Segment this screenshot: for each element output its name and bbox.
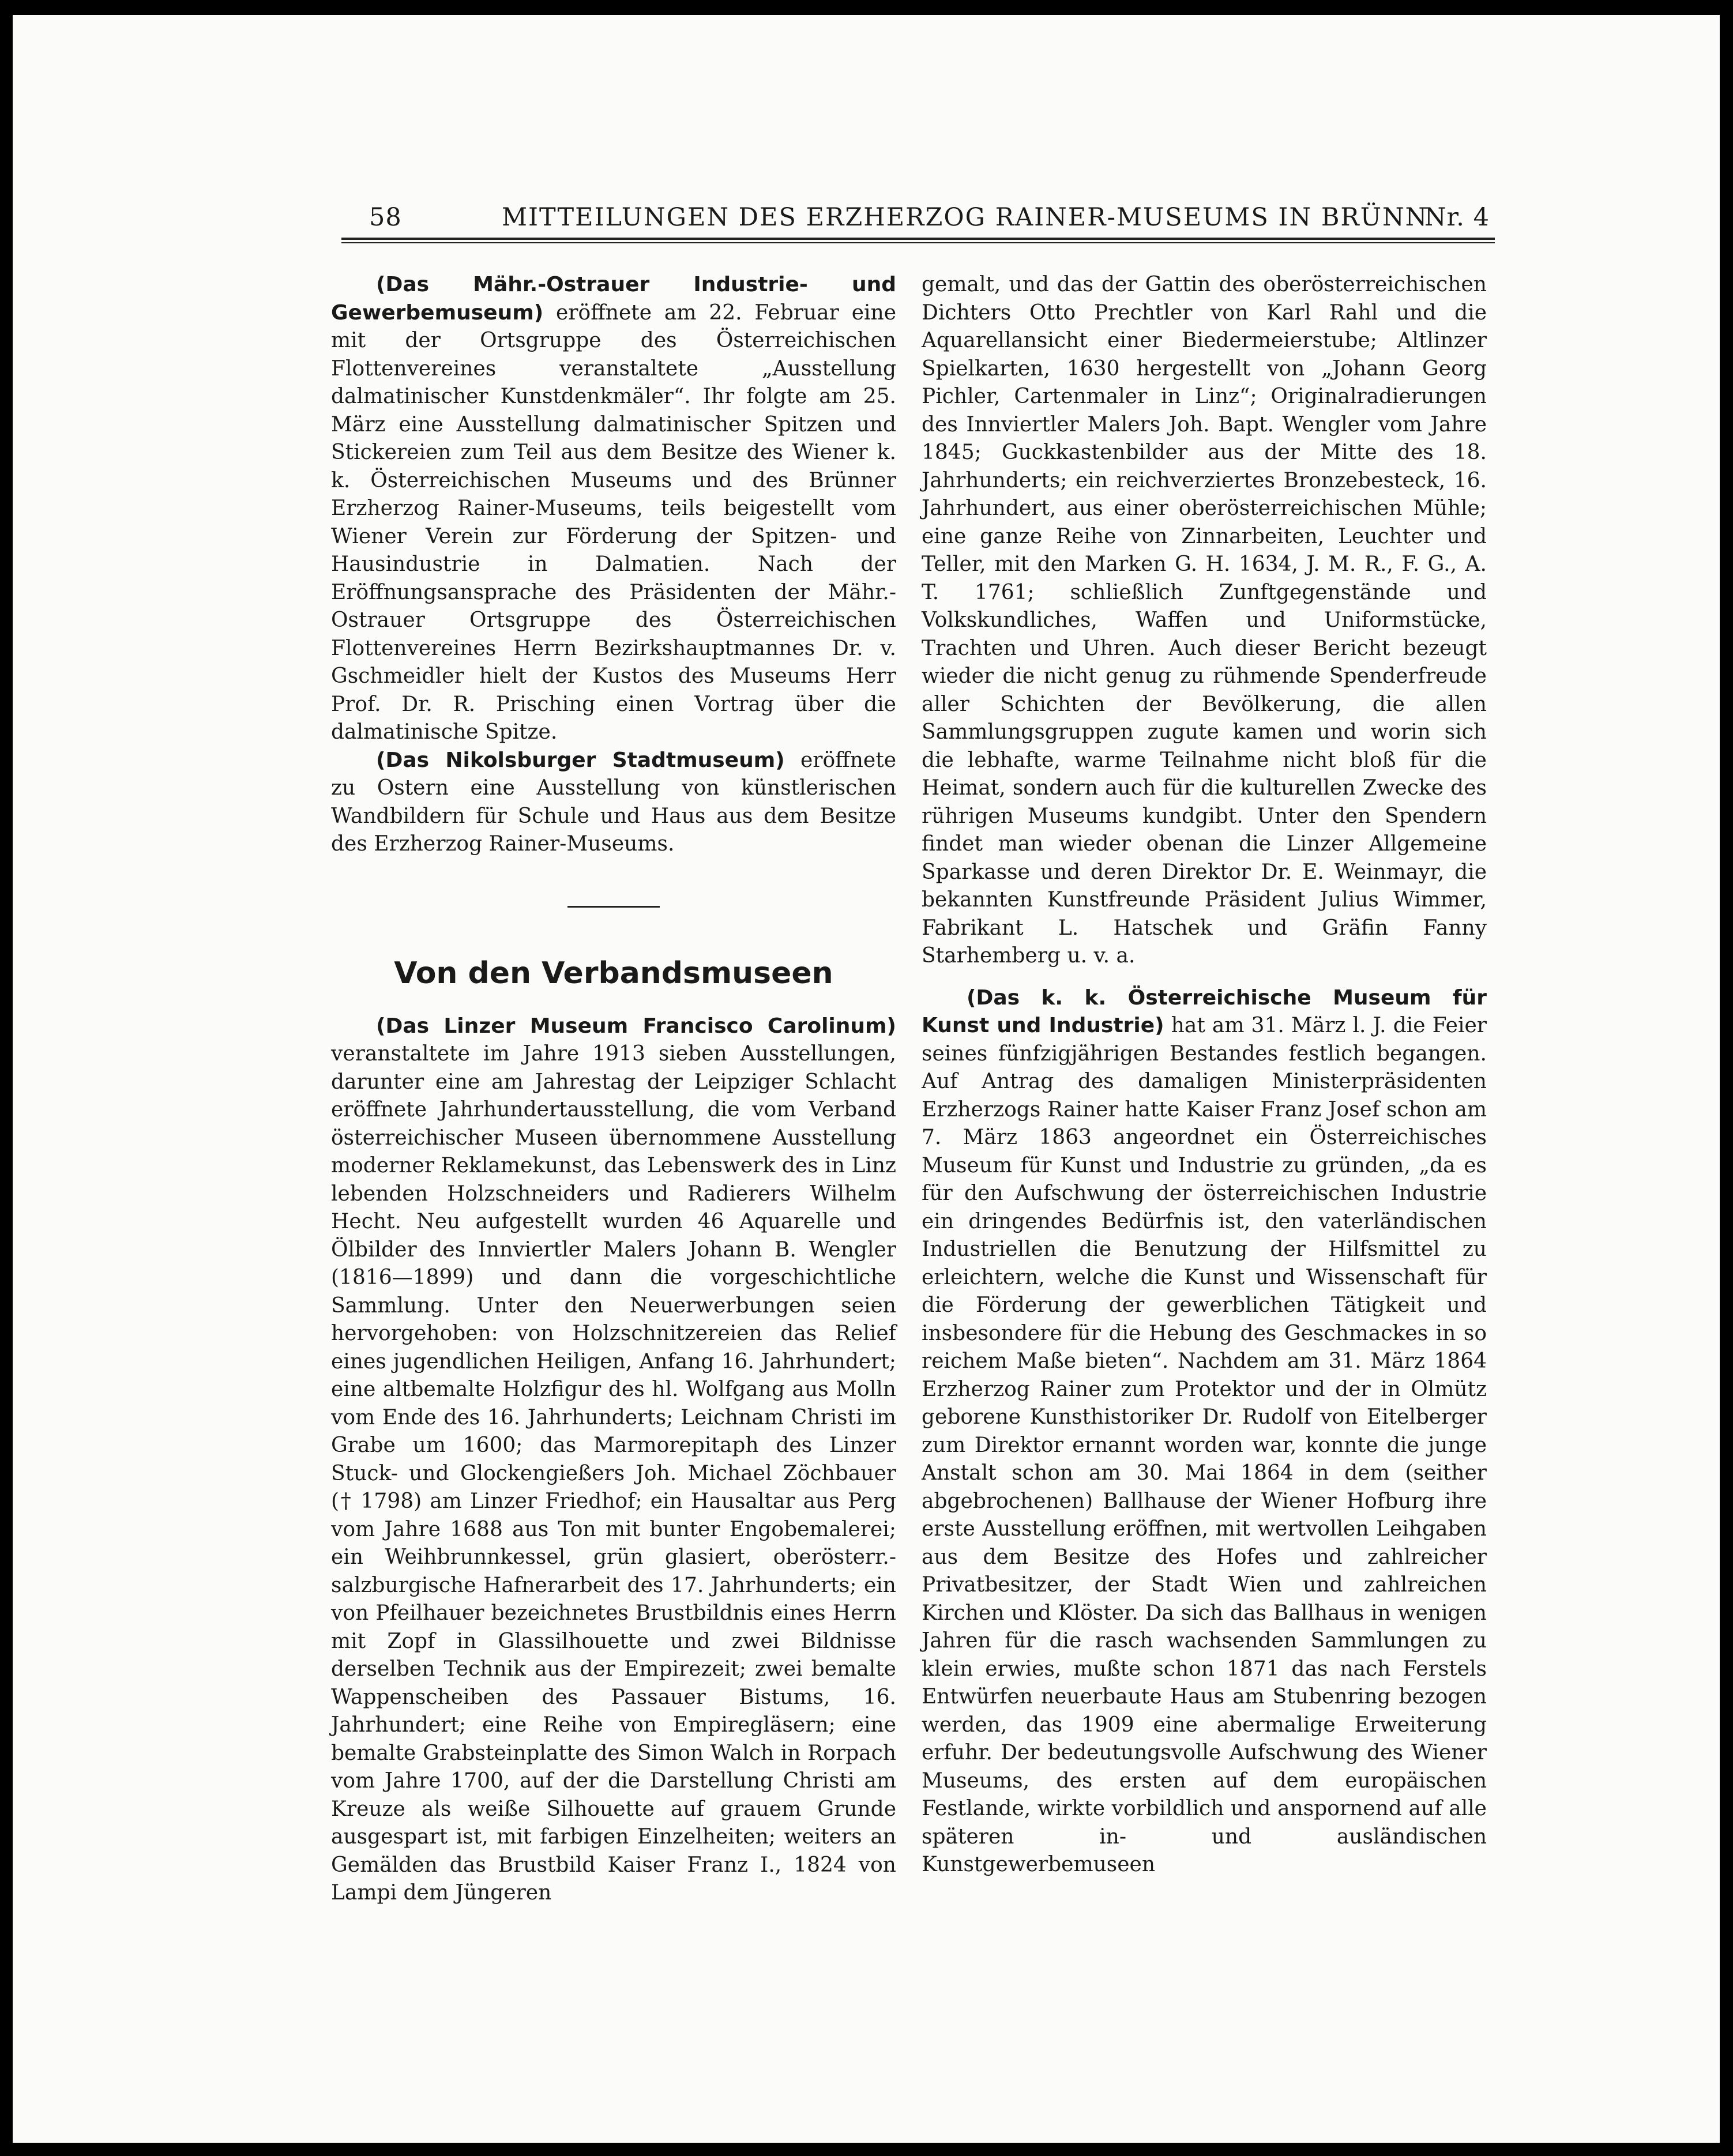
paragraph-heading: (Das k. k. Österreichische Museum für Kunst und Industrie): [922, 985, 1487, 1037]
paragraph-vienna-museum: [922, 984, 1487, 1879]
paragraph-heading: (Das Mähr.-Ostrauer Industrie- und Gewerbemuseum): [331, 273, 896, 325]
paragraph-gap: [922, 970, 1487, 984]
paragraph-text: eröffnete zu Ostern eine Ausstellung von künstlerischen Wandbildern für Schule und Haus aus dem Besitze des Erzherzog Rainer-Museums.: [331, 748, 896, 856]
journal-title: MITTEILUNGEN DES ERZHERZOG RAINER-MUSEUMS IN BRÜNN: [502, 203, 1428, 232]
header-rule-thin: [341, 242, 1495, 243]
left-column: [331, 271, 896, 1907]
page-number: 58: [369, 203, 402, 232]
section-title: Von den Verbandsmuseen: [394, 955, 833, 991]
running-header: [358, 203, 1497, 238]
paragraph-ostrau: [331, 271, 896, 747]
paragraph-linz: [331, 1013, 896, 1907]
right-column: [922, 271, 1487, 1879]
paragraph-text: hat am 31. März l. J. die Feier seines fünfzigjährigen Bestandes festlich begangen. Auf Antrag des damaligen Ministerpräsidenten Erzherzogs Rainer hatte Kaiser Franz Josef schon am 7. März 1863 angeordnet ein Österreichisches Museum für Kunst und Industrie zu gründen, „da es für den Aufschwung der österreichischen Industrie ein dringendes Bedürfnis ist, den vaterländischen Industriellen die Benutzung der Hilfsmittel zu erleichtern, welche die Kunst und Wissenschaft für die Förderung der gewerblichen Tätigkeit und insbesondere für die Hebung des Geschmackes in so reichem Maße bieten“. Nachdem am 31. März 1864 Erzherzog Rainer zum Protektor und der in Olmütz geborene Kunsthistoriker Dr. Rudolf von Eitelberger zum Direktor ernannt worden war, konnte die junge Anstalt schon am 30. Mai 1864 in dem (seither abgebrochenen) Ballhause der Wiener Hofburg ihre erste Ausstellung eröffnen, mit wertvollen Leihgaben aus dem Besitze des Hofes und zahlreicher Privatbesitzer, der Stadt Wien und zahlreichen Kirchen und Klöster. Da sich das Ballhaus in wenigen Jahren für die rasch wachsenden Sammlungen zu klein erwies, mußte schon 1871 das nach Ferstels Entwürfen neuerbaute Haus am Stubenring bezogen werden, das 1909 eine abermalige Erweiterung erfuhr. Der bedeutungsvolle Aufschwung des Wiener Museums, des ersten auf dem europäischen Festlande, wirkte vorbildlich und anspornend auf alle späteren in- und ausländischen Kunstgewerbemuseen: [922, 1014, 1487, 1876]
header-rule-thick: [341, 238, 1495, 240]
paragraph-nikolsburg: [331, 747, 896, 859]
paragraph-heading: (Das Nikolsburger Stadtmuseum): [376, 748, 785, 772]
paragraph-heading: (Das Linzer Museum Francisco Carolinum): [376, 1014, 896, 1038]
paragraph-linz-continued: gemalt, und das der Gattin des oberösterreichischen Dichters Otto Prechtler von Karl Rahl und die Aquarellansicht einer Biedermeierstube; Altlinzer Spielkarten, 1630 hergestellt von „Johann Georg Pichler, Cartenmaler in Linz“; Originalradierungen des Innviertler Malers Joh. Bapt. Wengler vom Jahre 1845; Guckkastenbilder aus der Mitte des 18. Jahrhunderts; ein reichverziertes Bronzebesteck, 16. Jahrhundert, aus einer oberösterreichischen Mühle; eine ganze Reihe von Zinnarbeiten, Leuchter und Teller, mit den Marken G. H. 1634, J. M. R., F. G., A. T. 1761; schließlich Zunftgegenstände und Volkskundliches, Waffen und Uniformstücke, Trachten und Uhren. Auch dieser Bericht bezeugt wieder die nicht genug zu rühmende Spenderfreude aller Schichten der Bevölkerung, die allen Sammlungsgruppen zugute kamen und worin sich die lebhafte, warme Teilnahme nicht bloß für die Heimat, sondern auch für die kulturellen Zwecke des rührigen Museums kundgibt. Unter den Spendern findet man wieder obenan die Linzer Allgemeine Sparkasse und deren Direktor Dr. E. Weinmayr, die bekannten Kunstfreunde Präsident Julius Wimmer, Fabrikant L. Hatschek und Gräfin Fanny Starhemberg u. v. a.: [922, 273, 1487, 968]
paragraph-text: eröffnete am 22. Februar eine mit der Ortsgruppe des Österreichischen Flottenvereines veranstaltete „Ausstellung dalmatinischer Kunstdenkmäler“. Ihr folgte am 25. März eine Ausstellung dalmatinischer Spitzen und Stickereien zum Teil aus dem Besitze des Wiener k. k. Österreichischen Museums und des Brünner Erzherzog Rainer-Museums, teils beigestellt vom Wiener Verein zur Förderung der Spitzen- und Hausindustrie in Dalmatien. Nach der Eröffnungsansprache des Präsidenten der Mähr.-Ostrauer Ortsgruppe des Österreichischen Flottenvereines Herrn Bezirkshauptmannes Dr. v. Gschmeidler hielt der Kustos des Museums Herr Prof. Dr. R. Prisching einen Vortrag über die dalmatinische Spitze.: [331, 300, 896, 744]
section-separator: [567, 906, 660, 908]
paragraph-text: veranstaltete im Jahre 1913 sieben Ausstellungen, darunter eine am Jahrestag der Leipziger Schlacht eröffnete Jahrhundertausstellung, die vom Verband österreichischer Museen übernommene Ausstellung moderner Reklamekunst, das Lebenswerk des in Linz lebenden Holzschneiders und Radierers Wilhelm Hecht. Neu aufgestellt wurden 46 Aquarelle und Ölbilder des Innviertler Malers Johann B. Wengler (1816—1899) und dann die vorgeschichtliche Sammlung. Unter den Neuerwerbungen seien hervorgehoben: von Holzschnitzereien das Relief eines jugendlichen Heiligen, Anfang 16. Jahrhundert; eine altbemalte Holzfigur des hl. Wolfgang aus Molln vom Ende des 16. Jahrhunderts; Leichnam Christi im Grabe um 1600; das Marmorepitaph des Linzer Stuck- und Glockengießers Joh. Michael Zöchbauer († 1798) am Linzer Friedhof; ein Hausaltar aus Perg vom Jahre 1688 aus Ton mit bunter Engobemalerei; ein Weihbrunnkessel, grün glasiert, oberösterr.-salzburgische Hafnerarbeit des 17. Jahrhunderts; ein von Pfeilhauer bezeichnetes Brustbildnis eines Herrn mit Zopf in Glassilhouette und zwei Bildnisse derselben Technik aus der Empirezeit; zwei bemalte Wappenscheiben des Passauer Bistums, 16. Jahrhundert; eine Reihe von Empiregläsern; eine bemalte Grabsteinplatte des Simon Walch in Rorpach vom Jahre 1700, auf der die Darstellung Christi am Kreuze als weiße Silhouette auf grauem Grunde ausgespart ist, mit farbigen Einzelheiten; weiters an Gemälden das Brustbild Kaiser Franz I., 1824 von Lampi dem Jüngeren: [331, 1042, 896, 1905]
issue-number: Nr. 4: [1424, 203, 1490, 232]
